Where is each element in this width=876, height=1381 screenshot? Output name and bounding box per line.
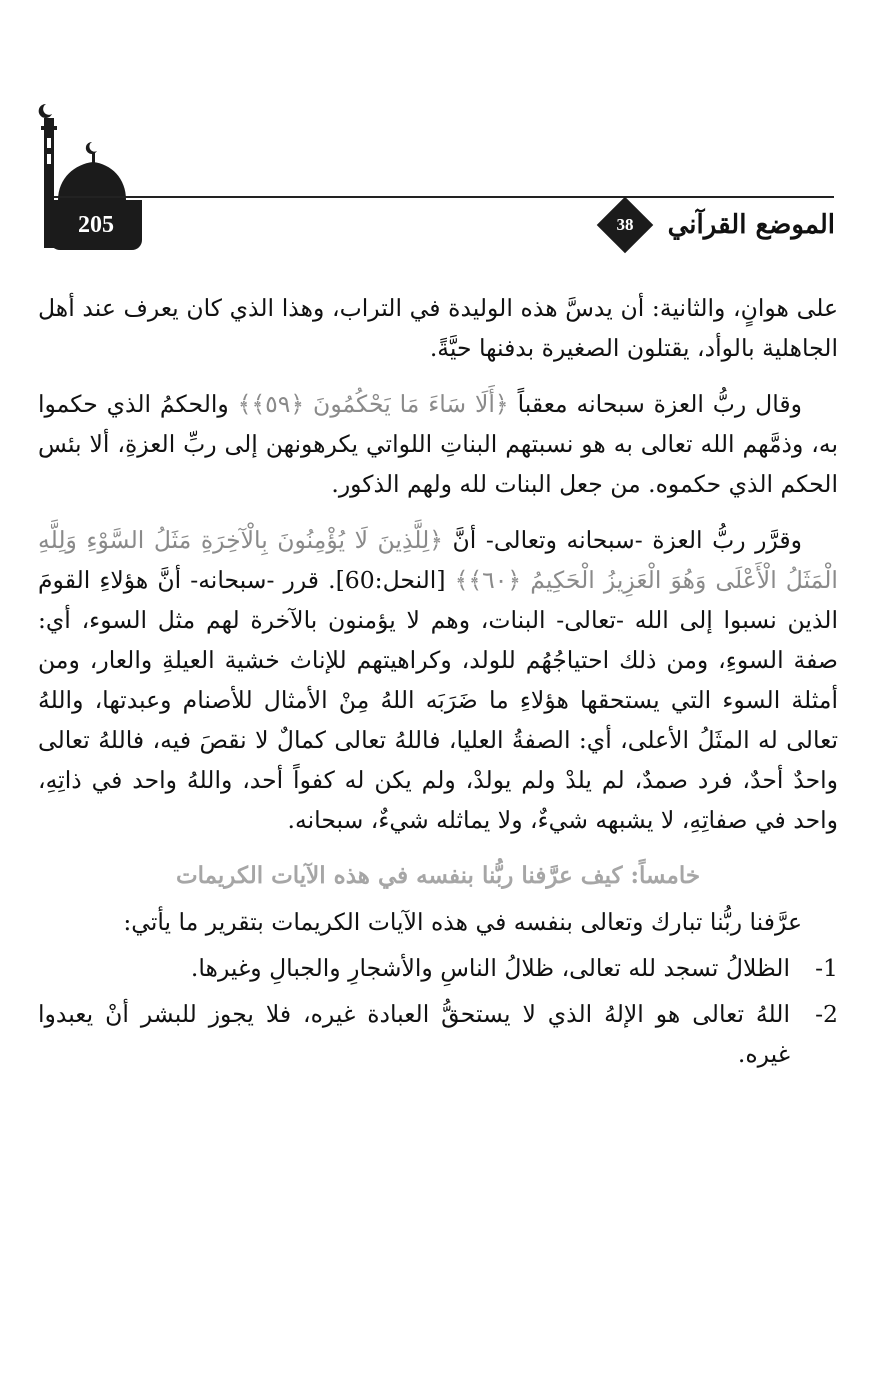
quran-verse-59: ﴿أَلَا سَاءَ مَا يَحْكُمُونَ ﴿٥٩﴾﴾ <box>237 390 509 418</box>
topic-number: 38 <box>616 215 634 234</box>
header-rule <box>54 196 834 198</box>
paragraph-3 <box>38 520 838 840</box>
list-item-number: 2- <box>815 1000 838 1028</box>
list-item-text: اللهُ تعالى هو الإلهُ الذي لا يستحقُّ العبادة غيره، فلا يجوز للبشر أنْ يعبدوا غيره. <box>38 1000 790 1068</box>
list-item-text: الظلالُ تسجد لله تعالى، ظلالُ الناسِ والأشجارِ والجبالِ وغيرها. <box>190 954 790 982</box>
paragraph-2-text-b: والحكمُ الذي حكموا به، وذمَّهم الله تعالى به هو نسبتهم البناتِ اللواتي يكرهونهن إلى ربِّ العزةِ، ألا بئس الحكم الذي حكموه. من جعل البنات لله ولهم الذكور. <box>38 390 838 498</box>
paragraph-2-text-a: وقال ربُّ العزة سبحانه معقباً <box>517 390 802 418</box>
topic-calligraphy-label: الموضع القرآني <box>667 210 835 240</box>
quran-verse-60: ﴿لِلَّذِينَ لَا يُؤْمِنُونَ بِالْآخِرَةِ مَثَلُ السَّوْءِ وَلِلَّهِ الْمَثَلُ الْأَعْلَى وَهُوَ الْعَزِيزُ الْحَكِيمُ ﴿٦٠﴾﴾ <box>38 526 838 594</box>
verse-reference: [النحل:60]. <box>328 566 446 594</box>
section-heading: خامساً: كيف عرَّفنا ربُّنا بنفسه في هذه الآيات الكريمات <box>175 862 701 889</box>
paragraph-3-text-a: وقرَّر ربُّ العزة -سبحانه وتعالى- أنَّ <box>452 526 802 554</box>
list-item <box>38 948 838 988</box>
paragraph-2 <box>38 384 838 504</box>
list-item <box>38 994 838 1074</box>
intro-paragraph: عرَّفنا ربُّنا تبارك وتعالى بنفسه في هذه الآيات الكريمات بتقرير ما يأتي: <box>123 908 802 936</box>
page-number: 205 <box>50 200 142 250</box>
list-item-number: 1- <box>815 954 838 982</box>
page-header <box>0 0 876 260</box>
paragraph-3-text-b: قرر -سبحانه- أنَّ هؤلاءِ القومَ الذين نسبوا إلى الله -تعالى- البنات، وهم لا يؤمنون بالآخرة لهم مثل السوء، أي: صفة السوءِ، ومن ذلك احتياجُهُم للولد، وكراهيتهم للإناث خشية العيلةِ والعار، ومن أمثلة السوء التي يستحقها هؤلاءِ ما ضَرَبَه اللهُ مِنْ الأمثال للأصنام وعبدتها، واللهُ تعالى له المثَلُ الأعلى، أي: الصفةُ العليا، فاللهُ تعالى كمالٌ لا نقصَ فيه، فاللهُ تعالى واحدٌ أحدٌ، فرد صمدٌ، لم يلدْ ولم يولدْ، ولم يكن له كفواً أحد، واللهُ واحد في ذاتِهِ، واحد في صفاتِهِ، لا يشبهه شيءٌ، ولا يماثله شيءٌ، سبحانه. <box>38 566 838 834</box>
paragraph-1: على هوانٍ، والثانية: أن يدسَّ هذه الوليدة في التراب، وهذا الذي كان يعرف عند أهل الجاهلية بالوأد، يقتلون الصغيرة بدفنها حيَّةً. <box>38 294 838 362</box>
page-body <box>38 288 838 1080</box>
